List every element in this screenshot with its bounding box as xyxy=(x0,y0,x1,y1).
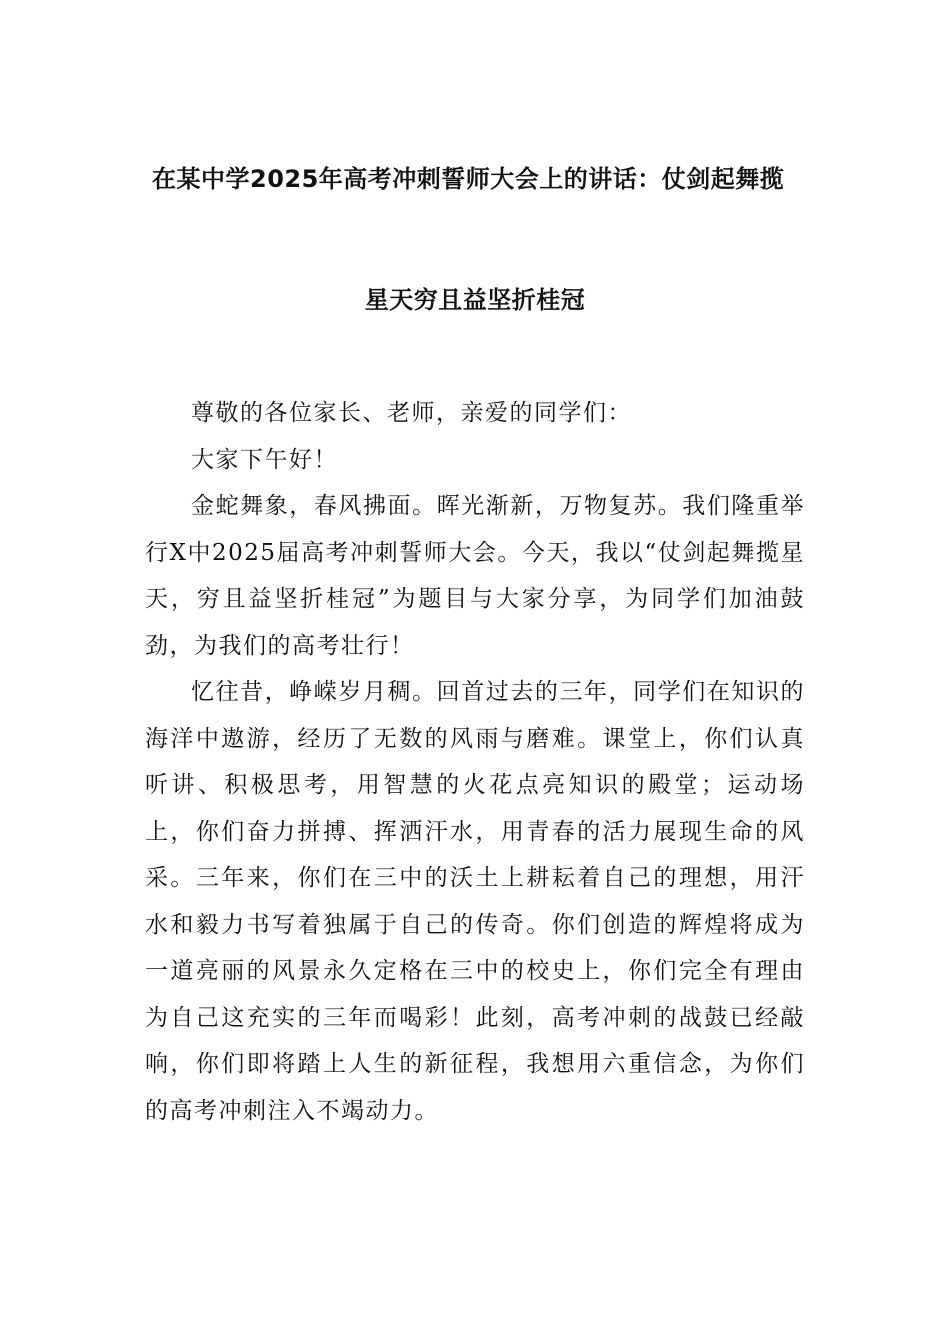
document-title-line-2: 星天穷且益坚折桂冠 xyxy=(364,286,586,314)
document-body xyxy=(145,390,805,1134)
document-title-line-1: 在某中学2025年高考冲刺誓师大会上的讲话：仗剑起舞揽 xyxy=(152,165,785,193)
salutation-paragraph: 尊敬的各位家长、老师，亲爱的同学们： xyxy=(191,400,632,426)
body-paragraph: 忆往昔，峥嵘岁月稠。回首过去的三年，同学们在知识的海洋中遨游，经历了无数的风雨与磨难。课堂上，你们认真听讲、积极思考，用智慧的火花点亮知识的殿堂；运动场上，你们奋力拼搏、挥洒汗水，用青春的活力展现生命的风采。三年来，你们在三中的沃土上耕耘着自己的理想，用汗水和毅力书写着独属于自己的传奇。你们创造的辉煌将成为一道亮丽的风景永久定格在三中的校史上，你们完全有理由为自己这充实的三年而喝彩！此刻，高考冲刺的战鼓已经敲响，你们即将踏上人生的新征程，我想用六重信念，为你们的高考冲刺注入不竭动力。 xyxy=(145,679,805,1124)
greeting-paragraph: 大家下午好！ xyxy=(191,446,338,473)
body-paragraph: 金蛇舞象，春风拂面。晖光渐新，万物复苏。我们隆重举行X中2025届高考冲刺誓师大会。今天，我以“仗剑起舞揽星天，穷且益坚折桂冠”为题目与大家分享，为同学们加油鼓劲，为我们的高考壮行！ xyxy=(145,493,805,659)
